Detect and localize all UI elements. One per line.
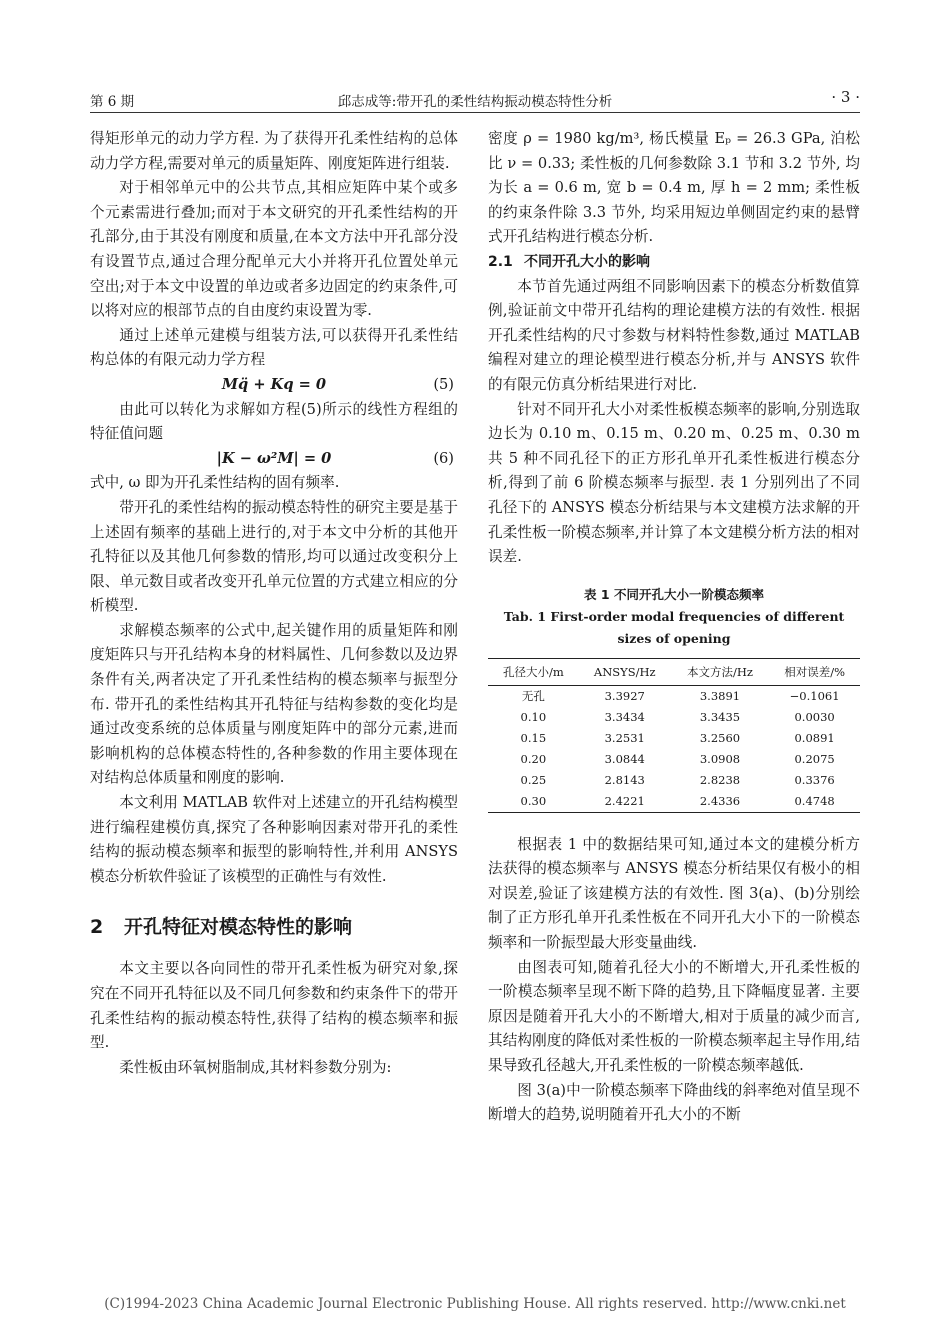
right-column [488, 127, 860, 1128]
table-header: 孔径大小/m [488, 658, 579, 685]
section-heading [90, 913, 458, 941]
paragraph: 对于相邻单元中的公共节点,其相应矩阵中某个或多个元素需进行叠加;而对于本文研究的开孔柔性结构的开孔部分,由于其没有刚度和质量,在本文方法中开孔部分没有设置节点,通过合理分配单元大小并将开孔位置处单元空出;对于本文中设置的单边或者多边固定的约束条件,可以将对应的根部节点的自由度约束设置为零. [90, 179, 458, 320]
paragraph: 由图表可知,随着孔径大小的不断增大,开孔柔性板的一阶模态频率呈现不断下降的趋势,且下降幅度显著. 主要原因是随着开孔大小的不断增大,相对于质量的减少而言,其结构刚度的降低对柔性板的一阶模态频率起主导作用,结果导致孔径越大,开孔柔性板的一阶模态频率越低. [488, 958, 860, 1075]
page-header [90, 86, 860, 113]
equation-5 [90, 373, 458, 398]
table-caption-cn: 表 1 不同开孔大小一阶模态频率 [584, 586, 764, 602]
table-row [488, 791, 860, 813]
paragraph: 本节首先通过两组不同影响因素下的模态分析数值算例,验证前文中带开孔结构的理论建模方法的有效性. 根据开孔柔性结构的尺寸参数与材料特性参数,通过 MATLAB 编程对建立的理论模型进行模态分析,并与 ANSYS 软件的有限元仿真分析结果进行对比. [488, 277, 860, 393]
table-cell: 3.3435 [699, 710, 741, 725]
table-cell: 0.25 [520, 773, 547, 788]
subsection-title: 不同开孔大小的影响 [524, 253, 650, 270]
table-row [488, 749, 860, 770]
paragraph: 密度 ρ = 1980 kg/m³, 杨氏模量 Eₚ = 26.3 GPa, 泊松比 ν = 0.33; 柔性板的几何参数除 3.1 节和 3.2 节外, 均为长 a = 0.6 m, 宽 b = 0.4 m, 厚 h = 2 mm; 柔性板的约束条件除 3.3 节外, 均采用短边单侧固定约束的悬臂式开孔结构进行模态分析. [488, 130, 860, 246]
table-cell: 0.3376 [794, 773, 835, 788]
table-cell: 3.3891 [699, 689, 741, 704]
equation-number: (6) [433, 449, 454, 467]
table-header: 本文方法/Hz [671, 658, 769, 685]
paragraph: 得矩形单元的动力学方程. 为了获得开孔柔性结构的总体动力学方程,需要对单元的质量矩阵、刚度矩阵进行组装. [90, 130, 458, 172]
table-cell: 2.8143 [604, 773, 645, 788]
table-row [488, 707, 860, 728]
table-cell: 无孔 [521, 689, 545, 704]
table-cell: 0.10 [520, 710, 547, 725]
table-cell: 0.20 [520, 752, 547, 767]
table-cell: 3.3927 [604, 689, 645, 704]
table-caption-en-2: sizes of opening [617, 630, 731, 646]
table-cell: 2.4221 [579, 791, 671, 813]
equation-6 [90, 447, 458, 472]
equation-expression: |K − ω²M| = 0 [216, 449, 332, 467]
left-column [90, 127, 458, 1080]
paragraph: 由此可以转化为求解如方程(5)所示的线性方程组的特征值问题 [90, 400, 458, 443]
table-cell: 0.2075 [794, 752, 835, 767]
paragraph: 本文利用 MATLAB 软件对上述建立的开孔结构模型进行编程建模仿真,探究了各种影响因素对带开孔的柔性结构的振动模态频率和振型的影响特性,并利用 ANSYS 模态分析软件验证了该模型的正确性与有效性. [90, 794, 458, 885]
paragraph: 求解模态频率的公式中,起关键作用的质量矩阵和刚度矩阵只与开孔结构本身的材料属性、几何参数以及边界条件有关,两者决定了开孔柔性结构的模态频率与振型分布. 带开孔的柔性结构其开孔特征与结构参数的变化均是通过改变系统的总体质量与刚度矩阵中的部分元素,进而影响机构的总体模态特性的,各种参数的作用主要体现在对结构总体质量和刚度的影响. [90, 621, 458, 787]
subsection-heading [488, 250, 860, 275]
paragraph: 根据表 1 中的数据结果可知,通过本文的建模分析方法获得的模态频率与 ANSYS 模态分析结果仅有极小的相对误差,验证了该建模方法的有效性. 图 3(a)、(b)分别绘制了正方形孔单开孔柔性板在不同开孔大小下的一阶模态频率和一阶振型最大形变量曲线. [488, 835, 860, 952]
section-number: 2 [90, 916, 104, 939]
table-cell: 3.0844 [604, 752, 645, 767]
section-title: 开孔特征对模态特性的影响 [124, 916, 353, 939]
table-cell: 3.3434 [604, 710, 645, 725]
subsection-number: 2.1 [488, 253, 513, 270]
table-cell: 3.0908 [699, 752, 741, 767]
paragraph: 带开孔的柔性结构的振动模态特性的研究主要是基于上述固有频率的基础上进行的,对于本文中分析的其他开孔特征以及其他几何参数的情形,均可以通过改变积分上限、单元数目或者改变开孔单元位置的方式建立相应的分析模型. [90, 498, 458, 615]
equation-number: (5) [433, 375, 454, 393]
table-cell: 0.0891 [794, 731, 835, 746]
running-title: 邱志成等:带开孔的柔性结构振动模态特性分析 [337, 94, 613, 110]
table-header: ANSYS/Hz [579, 658, 671, 685]
equation-expression: Mq̈ + Kq = 0 [221, 375, 327, 393]
paragraph: 针对不同开孔大小对柔性板模态频率的影响,分别选取边长为 0.10 m、0.15 m、0.20 m、0.25 m、0.30 m 共 5 种不同孔径下的正方形孔单开孔柔性板进行模态分析,得到了前 6 阶模态频率与振型. 表 1 分别列出了不同孔径下的 ANSYS 模态分析结果与本文建模方法求解的开孔柔性板一阶模态频率,并计算了本文建模分析方法的相对误差. [488, 400, 860, 566]
paragraph: 柔性板由环氧树脂制成,其材料参数分别为: [119, 1058, 392, 1076]
table-cell: 3.2560 [699, 731, 741, 746]
table-cell: 2.4336 [671, 791, 769, 813]
table-row [488, 728, 860, 749]
paragraph: 通过上述单元建模与组装方法,可以获得开孔柔性结构总体的有限元动力学方程 [90, 326, 458, 369]
table-row [488, 770, 860, 791]
table-cell: −0.1061 [789, 689, 840, 704]
table-cell: 0.15 [520, 731, 547, 746]
table-caption-en-1: Tab. 1 First-order modal frequencies of different [503, 608, 845, 624]
table-row [488, 685, 860, 707]
page-number: · 3 · [831, 88, 860, 106]
table-cell: 0.4748 [769, 791, 860, 813]
table-header: 相对误差/% [769, 658, 860, 685]
table-1 [488, 658, 860, 813]
copyright-footer: (C)1994-2023 China Academic Journal Electronic Publishing House. All rights reserved. http://www.cnki.net [104, 1296, 846, 1312]
table-cell: 0.30 [488, 791, 579, 813]
table-cell: 3.2531 [604, 731, 645, 746]
paragraph: 本文主要以各向同性的带开孔柔性板为研究对象,探究在不同开孔特征以及不同几何参数和约束条件下的带开孔柔性结构的振动模态特性,获得了结构的模态频率和振型. [90, 960, 458, 1052]
issue-label: 第 6 期 [90, 94, 135, 110]
table-cell: 2.8238 [699, 773, 741, 788]
paragraph: 式中, ω 即为开孔柔性结构的固有频率. [90, 474, 340, 492]
paragraph: 图 3(a)中一阶模态频率下降曲线的斜率绝对值呈现不断增大的趋势,说明随着开孔大小的不断 [488, 1081, 860, 1124]
table-cell: 0.0030 [794, 710, 835, 725]
